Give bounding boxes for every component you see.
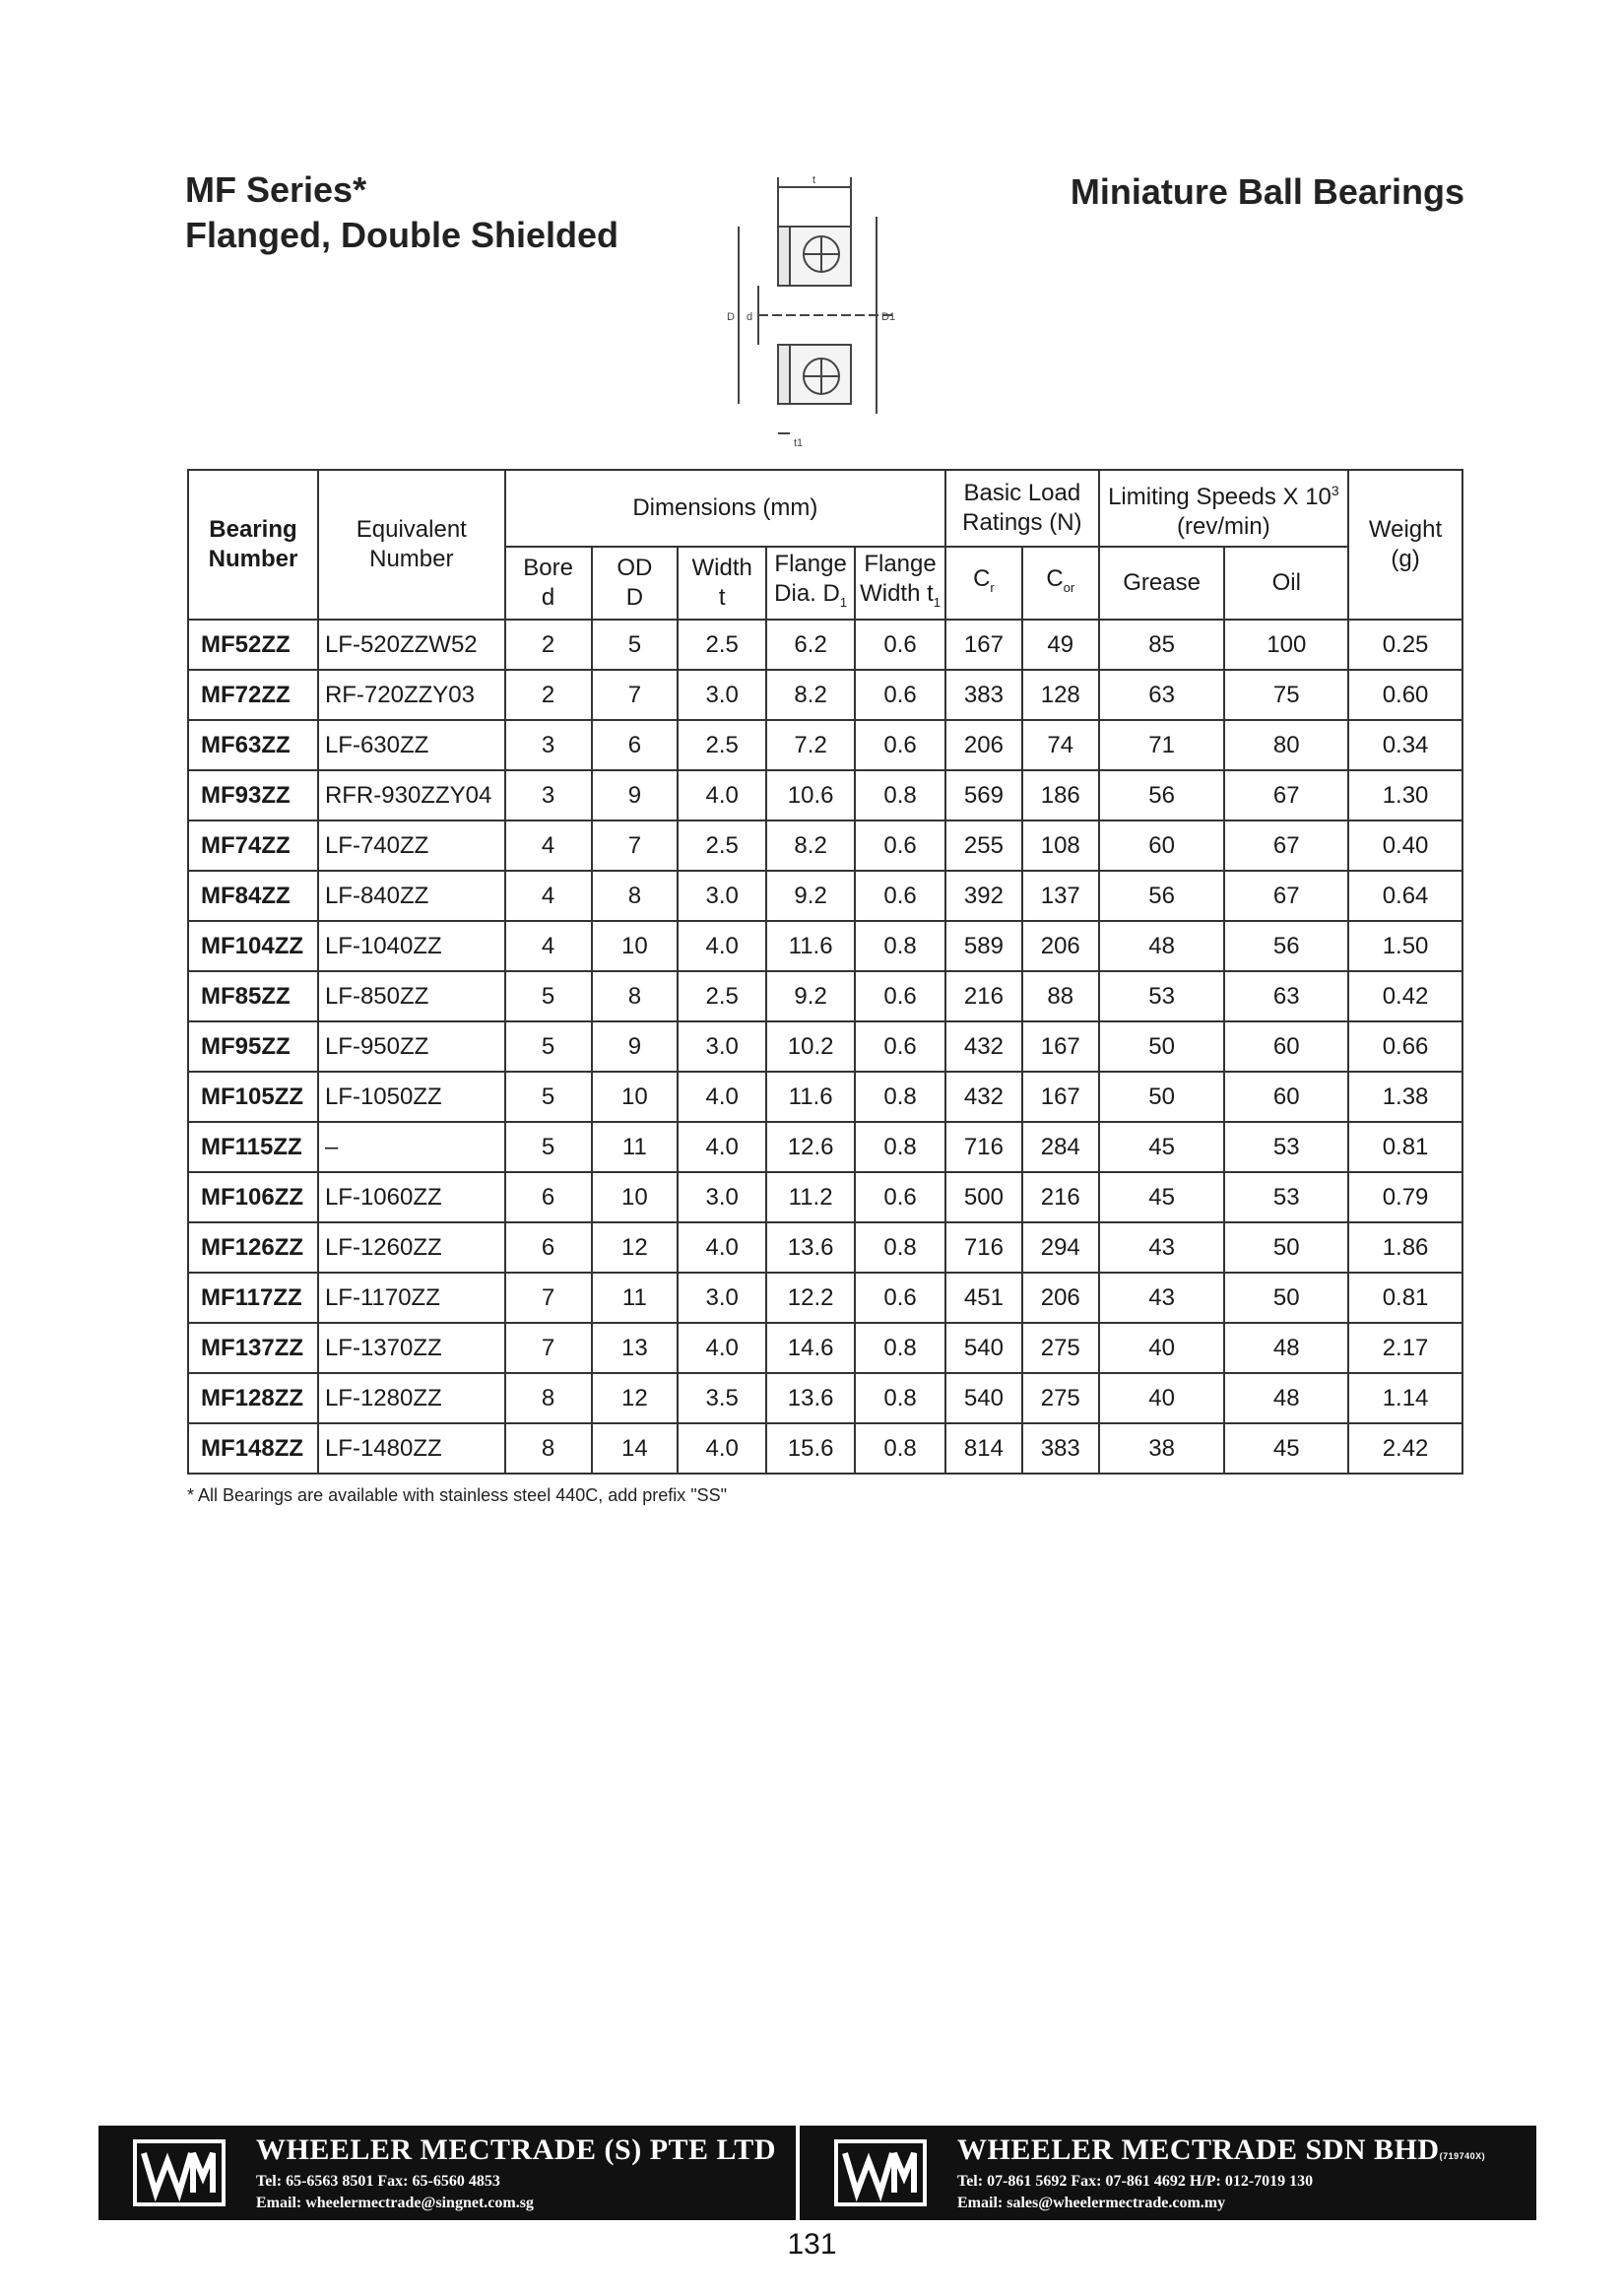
cell-cor: 275 [1022, 1323, 1099, 1373]
cell-grease: 48 [1099, 921, 1225, 971]
cell-equivalent-number: LF-1480ZZ [318, 1423, 505, 1474]
cell-cr: 500 [945, 1172, 1022, 1222]
cell-grease: 40 [1099, 1323, 1225, 1373]
limiting-speeds-label: Limiting Speeds X 10 [1108, 483, 1332, 510]
cell-flange-dia: 10.2 [766, 1021, 855, 1072]
cell-weight: 0.66 [1348, 1021, 1462, 1072]
category-title: Miniature Ball Bearings [1070, 171, 1464, 212]
cell-equivalent-number: LF-840ZZ [318, 871, 505, 921]
cell-oil: 80 [1224, 720, 1348, 770]
bearing-spec-table [187, 469, 1463, 1475]
cell-oil: 53 [1224, 1122, 1348, 1172]
cell-flange-dia: 6.2 [766, 620, 855, 670]
cell-grease: 40 [1099, 1373, 1225, 1423]
cell-cr: 392 [945, 871, 1022, 921]
cell-weight: 1.38 [1348, 1072, 1462, 1122]
cell-weight: 1.50 [1348, 921, 1462, 971]
cell-oil: 50 [1224, 1273, 1348, 1323]
cell-bearing-number: MF93ZZ [188, 770, 318, 820]
width-label: Width [691, 555, 752, 581]
company-footer [98, 2126, 1536, 2220]
cell-bearing-number: MF104ZZ [188, 921, 318, 971]
cell-cor: 216 [1022, 1172, 1099, 1222]
flange-width-symbol: Width t [860, 579, 934, 607]
weight-label: Weight [1368, 516, 1443, 543]
cell-bore: 5 [505, 1072, 592, 1122]
footer-malaysia [796, 2126, 1540, 2220]
cell-width: 2.5 [678, 971, 766, 1021]
cell-weight: 1.30 [1348, 770, 1462, 820]
flange-dia-label: Flange [774, 550, 847, 577]
footer-singapore [98, 2126, 790, 2220]
cell-cor: 88 [1022, 971, 1099, 1021]
cell-bore: 4 [505, 871, 592, 921]
series-subtitle: Flanged, Double Shielded [185, 215, 619, 255]
cell-cr: 569 [945, 770, 1022, 820]
cell-cr: 716 [945, 1122, 1022, 1172]
cell-oil: 48 [1224, 1323, 1348, 1373]
table-row [188, 1273, 1462, 1323]
header-limiting-speeds [1099, 470, 1348, 547]
cell-weight: 0.60 [1348, 670, 1462, 720]
cell-bore: 6 [505, 1222, 592, 1273]
header-bearing-number: Bearing Number [188, 470, 318, 620]
cr-subscript: r [990, 579, 995, 595]
cell-oil: 60 [1224, 1021, 1348, 1072]
cell-flange-dia: 9.2 [766, 871, 855, 921]
cell-width: 3.0 [678, 1172, 766, 1222]
cell-width: 2.5 [678, 720, 766, 770]
cell-bore: 4 [505, 921, 592, 971]
cell-equivalent-number: LF-1260ZZ [318, 1222, 505, 1273]
cell-flange-width: 0.8 [855, 921, 945, 971]
table-row [188, 871, 1462, 921]
table-row [188, 971, 1462, 1021]
cell-flange-width: 0.8 [855, 770, 945, 820]
cell-width: 2.5 [678, 620, 766, 670]
cell-width: 2.5 [678, 820, 766, 871]
cell-width: 4.0 [678, 1122, 766, 1172]
footnote: * All Bearings are available with stainless steel 440C, add prefix "SS" [187, 1485, 728, 1505]
cell-flange-dia: 7.2 [766, 720, 855, 770]
bore-symbol: d [541, 584, 555, 611]
cell-bearing-number: MF63ZZ [188, 720, 318, 770]
cell-flange-width: 0.8 [855, 1423, 945, 1474]
header-flange-dia [766, 547, 855, 620]
footer-left-company: WHEELER MECTRADE (S) PTE LTD [256, 2133, 776, 2166]
footer-right-company: WHEELER MECTRADE SDN BHD [957, 2133, 1440, 2166]
cell-bore: 2 [505, 620, 592, 670]
cell-oil: 60 [1224, 1072, 1348, 1122]
cell-flange-width: 0.8 [855, 1323, 945, 1373]
cell-flange-width: 0.8 [855, 1222, 945, 1273]
cell-flange-width: 0.8 [855, 1072, 945, 1122]
cell-cor: 167 [1022, 1072, 1099, 1122]
cell-bearing-number: MF72ZZ [188, 670, 318, 720]
table-row [188, 1172, 1462, 1222]
cell-flange-width: 0.6 [855, 1273, 945, 1323]
cell-oil: 53 [1224, 1172, 1348, 1222]
cell-oil: 100 [1224, 620, 1348, 670]
cell-flange-width: 0.6 [855, 620, 945, 670]
cr-label: C [973, 564, 991, 592]
cell-weight: 0.34 [1348, 720, 1462, 770]
cell-oil: 67 [1224, 871, 1348, 921]
cell-grease: 71 [1099, 720, 1225, 770]
cell-cr: 167 [945, 620, 1022, 670]
cell-od: 10 [592, 1172, 679, 1222]
table-row [188, 921, 1462, 971]
cell-cor: 383 [1022, 1423, 1099, 1474]
cell-grease: 85 [1099, 620, 1225, 670]
cell-cr: 451 [945, 1273, 1022, 1323]
table-row [188, 1373, 1462, 1423]
table-row [188, 1072, 1462, 1122]
company-logo-icon [132, 2135, 227, 2210]
cor-label: C [1046, 564, 1064, 592]
width-symbol: t [718, 584, 726, 611]
cell-bearing-number: MF128ZZ [188, 1373, 318, 1423]
od-label: OD [617, 555, 653, 581]
cell-flange-dia: 15.6 [766, 1423, 855, 1474]
cell-width: 3.0 [678, 871, 766, 921]
cell-oil: 75 [1224, 670, 1348, 720]
cell-width: 3.0 [678, 1021, 766, 1072]
cell-bearing-number: MF117ZZ [188, 1273, 318, 1323]
cell-bore: 6 [505, 1172, 592, 1222]
cell-equivalent-number: LF-740ZZ [318, 820, 505, 871]
bore-label: Bore [523, 555, 573, 581]
cell-equivalent-number: LF-950ZZ [318, 1021, 505, 1072]
header-oil: Oil [1224, 547, 1348, 620]
footer-right-reg: (719740X) [1439, 2151, 1486, 2161]
cell-cr: 432 [945, 1021, 1022, 1072]
table-row [188, 1122, 1462, 1172]
cell-od: 6 [592, 720, 679, 770]
cell-bore: 8 [505, 1423, 592, 1474]
footer-right-email: Email: sales@wheelermectrade.com.my [957, 2195, 1226, 2211]
table-body [188, 620, 1462, 1474]
cell-cr: 540 [945, 1323, 1022, 1373]
flange-dia-symbol: Dia. D [774, 579, 840, 607]
cell-cr: 814 [945, 1423, 1022, 1474]
cell-flange-dia: 11.6 [766, 921, 855, 971]
cell-grease: 63 [1099, 670, 1225, 720]
cell-flange-dia: 14.6 [766, 1323, 855, 1373]
cell-flange-dia: 12.2 [766, 1273, 855, 1323]
cell-equivalent-number: LF-1060ZZ [318, 1172, 505, 1222]
cell-flange-dia: 9.2 [766, 971, 855, 1021]
cell-cr: 255 [945, 820, 1022, 871]
cell-od: 11 [592, 1273, 679, 1323]
cell-cor: 74 [1022, 720, 1099, 770]
company-logo-icon [833, 2135, 928, 2210]
cell-bore: 5 [505, 1021, 592, 1072]
header-width [678, 547, 766, 620]
cell-flange-dia: 8.2 [766, 670, 855, 720]
cell-od: 13 [592, 1323, 679, 1373]
cor-subscript: or [1063, 579, 1075, 595]
cell-equivalent-number: LF-1280ZZ [318, 1373, 505, 1423]
cell-grease: 56 [1099, 871, 1225, 921]
cell-equivalent-number: LF-1040ZZ [318, 921, 505, 971]
table-row [188, 720, 1462, 770]
cell-equivalent-number: LF-1370ZZ [318, 1323, 505, 1373]
cell-bearing-number: MF148ZZ [188, 1423, 318, 1474]
cell-od: 5 [592, 620, 679, 670]
cell-equivalent-number: RFR-930ZZY04 [318, 770, 505, 820]
page-title [185, 167, 618, 258]
cell-grease: 45 [1099, 1122, 1225, 1172]
table-row [188, 620, 1462, 670]
cell-equivalent-number: – [318, 1122, 505, 1172]
cell-grease: 38 [1099, 1423, 1225, 1474]
table-row [188, 670, 1462, 720]
cell-cor: 108 [1022, 820, 1099, 871]
cell-od: 7 [592, 670, 679, 720]
cell-flange-dia: 10.6 [766, 770, 855, 820]
cell-oil: 67 [1224, 820, 1348, 871]
cell-width: 4.0 [678, 1323, 766, 1373]
cell-equivalent-number: RF-720ZZY03 [318, 670, 505, 720]
cell-bore: 2 [505, 670, 592, 720]
cell-bearing-number: MF137ZZ [188, 1323, 318, 1373]
cell-equivalent-number: LF-520ZZW52 [318, 620, 505, 670]
cell-cor: 206 [1022, 1273, 1099, 1323]
flange-width-label: Flange [864, 550, 937, 577]
cell-bore: 7 [505, 1273, 592, 1323]
cell-flange-dia: 12.6 [766, 1122, 855, 1172]
header-weight [1348, 470, 1462, 620]
diagram-label-D: D [727, 311, 735, 323]
cell-grease: 53 [1099, 971, 1225, 1021]
cell-bearing-number: MF52ZZ [188, 620, 318, 670]
diagram-label-t: t [812, 174, 816, 186]
page-number: 131 [787, 2228, 837, 2261]
cell-weight: 1.14 [1348, 1373, 1462, 1423]
cell-weight: 0.40 [1348, 820, 1462, 871]
header-flange-width [855, 547, 945, 620]
cell-grease: 60 [1099, 820, 1225, 871]
cell-flange-dia: 13.6 [766, 1373, 855, 1423]
table-row [188, 1222, 1462, 1273]
footer-right-phone: Tel: 07-861 5692 Fax: 07-861 4692 H/P: 012-7019 130 [957, 2173, 1314, 2190]
cell-cr: 432 [945, 1072, 1022, 1122]
cell-bearing-number: MF106ZZ [188, 1172, 318, 1222]
cell-flange-width: 0.6 [855, 1021, 945, 1072]
cell-cr: 216 [945, 971, 1022, 1021]
cell-oil: 63 [1224, 971, 1348, 1021]
cell-bore: 4 [505, 820, 592, 871]
flange-dia-subscript: 1 [839, 594, 848, 610]
cell-cr: 716 [945, 1222, 1022, 1273]
cell-cor: 49 [1022, 620, 1099, 670]
cell-od: 12 [592, 1373, 679, 1423]
cell-flange-dia: 8.2 [766, 820, 855, 871]
cell-cr: 589 [945, 921, 1022, 971]
table-row [188, 820, 1462, 871]
cell-od: 9 [592, 770, 679, 820]
weight-unit: (g) [1391, 546, 1420, 572]
cell-weight: 1.86 [1348, 1222, 1462, 1273]
cell-bore: 7 [505, 1323, 592, 1373]
table-row [188, 1323, 1462, 1373]
limiting-speeds-unit: (rev/min) [1177, 512, 1270, 540]
cell-bearing-number: MF85ZZ [188, 971, 318, 1021]
cell-cr: 383 [945, 670, 1022, 720]
header-grease: Grease [1099, 547, 1225, 620]
cell-bearing-number: MF115ZZ [188, 1122, 318, 1172]
cell-flange-dia: 13.6 [766, 1222, 855, 1273]
cell-flange-width: 0.8 [855, 1373, 945, 1423]
table-row [188, 1423, 1462, 1474]
cell-cr: 540 [945, 1373, 1022, 1423]
header-dimensions: Dimensions (mm) [505, 470, 945, 547]
cell-bore: 8 [505, 1373, 592, 1423]
cell-width: 4.0 [678, 1072, 766, 1122]
cell-od: 14 [592, 1423, 679, 1474]
cell-od: 10 [592, 921, 679, 971]
cell-weight: 0.42 [1348, 971, 1462, 1021]
footer-right-company-line [957, 2133, 1485, 2167]
cell-bearing-number: MF105ZZ [188, 1072, 318, 1122]
cell-width: 3.0 [678, 670, 766, 720]
cell-oil: 45 [1224, 1423, 1348, 1474]
cell-width: 4.0 [678, 770, 766, 820]
diagram-label-d: d [747, 311, 753, 323]
cell-od: 9 [592, 1021, 679, 1072]
cell-oil: 67 [1224, 770, 1348, 820]
cell-cor: 186 [1022, 770, 1099, 820]
cell-equivalent-number: LF-1170ZZ [318, 1273, 505, 1323]
cell-equivalent-number: LF-1050ZZ [318, 1072, 505, 1122]
cell-cor: 275 [1022, 1373, 1099, 1423]
cell-flange-width: 0.6 [855, 871, 945, 921]
cell-cor: 294 [1022, 1222, 1099, 1273]
cell-width: 4.0 [678, 921, 766, 971]
series-title: MF Series* [185, 169, 367, 210]
cell-bore: 5 [505, 971, 592, 1021]
header-od [592, 547, 679, 620]
footer-left-phone: Tel: 65-6563 8501 Fax: 65-6560 4853 [256, 2173, 500, 2190]
flange-width-subscript: 1 [933, 594, 941, 610]
bearing-diagram [719, 167, 936, 453]
cell-equivalent-number: LF-850ZZ [318, 971, 505, 1021]
cell-bearing-number: MF126ZZ [188, 1222, 318, 1273]
header-equivalent-number: Equivalent Number [318, 470, 505, 620]
cell-bearing-number: MF74ZZ [188, 820, 318, 871]
cell-weight: 0.79 [1348, 1172, 1462, 1222]
table-row [188, 1021, 1462, 1072]
limiting-speeds-exponent: 3 [1331, 482, 1339, 498]
cell-width: 3.5 [678, 1373, 766, 1423]
cell-flange-width: 0.8 [855, 1122, 945, 1172]
cell-grease: 50 [1099, 1072, 1225, 1122]
cell-weight: 0.81 [1348, 1273, 1462, 1323]
cell-grease: 56 [1099, 770, 1225, 820]
cell-flange-width: 0.6 [855, 971, 945, 1021]
cell-weight: 2.42 [1348, 1423, 1462, 1474]
cell-grease: 50 [1099, 1021, 1225, 1072]
header-cr [945, 547, 1022, 620]
cell-oil: 48 [1224, 1373, 1348, 1423]
cell-flange-dia: 11.2 [766, 1172, 855, 1222]
cell-oil: 50 [1224, 1222, 1348, 1273]
cell-od: 8 [592, 871, 679, 921]
cell-cr: 206 [945, 720, 1022, 770]
header-cor [1022, 547, 1099, 620]
header-bore [505, 547, 592, 620]
cell-bore: 3 [505, 720, 592, 770]
cell-weight: 0.81 [1348, 1122, 1462, 1172]
cell-od: 11 [592, 1122, 679, 1172]
cell-bearing-number: MF95ZZ [188, 1021, 318, 1072]
cell-width: 4.0 [678, 1423, 766, 1474]
cell-flange-width: 0.6 [855, 1172, 945, 1222]
cell-bore: 3 [505, 770, 592, 820]
cell-od: 12 [592, 1222, 679, 1273]
cell-grease: 45 [1099, 1172, 1225, 1222]
table-row [188, 770, 1462, 820]
cell-equivalent-number: LF-630ZZ [318, 720, 505, 770]
cell-cor: 128 [1022, 670, 1099, 720]
cell-grease: 43 [1099, 1273, 1225, 1323]
cell-cor: 167 [1022, 1021, 1099, 1072]
cell-cor: 206 [1022, 921, 1099, 971]
footer-left-email: Email: wheelermectrade@singnet.com.sg [256, 2195, 534, 2211]
cell-flange-width: 0.6 [855, 720, 945, 770]
cell-flange-dia: 11.6 [766, 1072, 855, 1122]
cell-flange-width: 0.6 [855, 820, 945, 871]
od-symbol: D [625, 584, 644, 611]
diagram-label-D1: D1 [881, 311, 896, 323]
cell-weight: 0.25 [1348, 620, 1462, 670]
cell-od: 8 [592, 971, 679, 1021]
cell-width: 3.0 [678, 1273, 766, 1323]
cell-flange-width: 0.6 [855, 670, 945, 720]
cell-weight: 2.17 [1348, 1323, 1462, 1373]
header-basic-load: Basic Load Ratings (N) [945, 470, 1099, 547]
cell-bore: 5 [505, 1122, 592, 1172]
cell-bearing-number: MF84ZZ [188, 871, 318, 921]
cell-cor: 284 [1022, 1122, 1099, 1172]
cell-od: 10 [592, 1072, 679, 1122]
cell-grease: 43 [1099, 1222, 1225, 1273]
cell-width: 4.0 [678, 1222, 766, 1273]
diagram-label-t1: t1 [794, 437, 804, 449]
cell-oil: 56 [1224, 921, 1348, 971]
cell-weight: 0.64 [1348, 871, 1462, 921]
cell-od: 7 [592, 820, 679, 871]
cell-cor: 137 [1022, 871, 1099, 921]
